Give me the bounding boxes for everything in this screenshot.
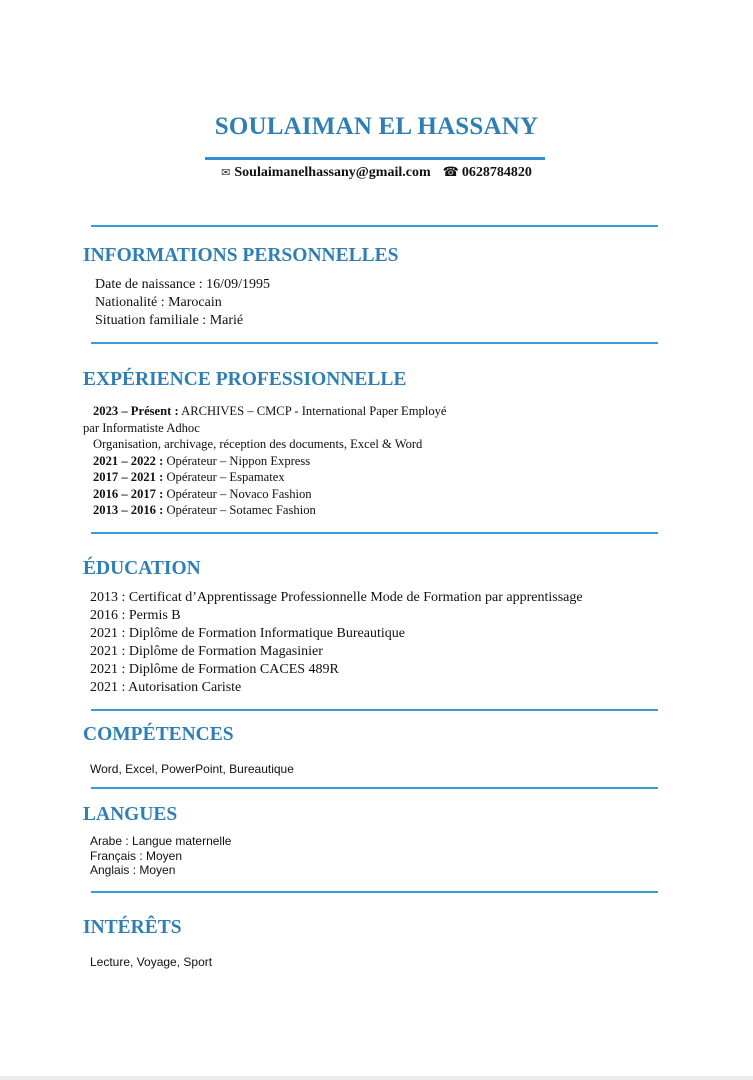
experience-item-wrap: par Informatiste Adhoc xyxy=(83,420,200,435)
section-title-personal: INFORMATIONS PERSONNELLES xyxy=(83,245,399,266)
section-divider xyxy=(91,532,658,534)
education-item: 2013 : Certificat d’Apprentissage Professionnelle Mode de Formation par apprentissage xyxy=(90,590,583,605)
phone-text: 0628784820 xyxy=(461,165,532,180)
experience-item: 2013 – 2016 : Opérateur – Sotamec Fashion xyxy=(93,503,316,517)
candidate-name: SOULAIMAN EL HASSANY xyxy=(214,113,539,140)
experience-list xyxy=(83,403,447,519)
section-title-languages: LANGUES xyxy=(83,804,178,825)
section-divider xyxy=(91,709,658,711)
section-divider xyxy=(91,891,658,893)
language-item: Arabe : Langue maternelle xyxy=(90,834,232,848)
section-title-experience: EXPÉRIENCE PROFESSIONNELLE xyxy=(83,369,407,390)
section-title-interests: INTÉRÊTS xyxy=(83,917,182,938)
name-underline xyxy=(205,157,545,160)
section-title-skills: COMPÉTENCES xyxy=(83,724,234,745)
education-item: 2021 : Autorisation Cariste xyxy=(90,680,242,695)
education-item: 2016 : Permis B xyxy=(90,608,181,623)
interests-text: Lecture, Voyage, Sport xyxy=(90,955,213,969)
birth-date: Date de naissance : 16/09/1995 xyxy=(95,277,270,292)
skills-text: Word, Excel, PowerPoint, Bureautique xyxy=(90,762,294,776)
section-divider xyxy=(91,225,658,227)
contact-line xyxy=(0,164,753,181)
envelope-icon: ✉ xyxy=(221,167,231,179)
language-item: Anglais : Moyen xyxy=(90,863,176,877)
experience-description: Organisation, archivage, réception des documents, Excel & Word xyxy=(93,437,423,451)
experience-item: 2021 – 2022 : Opérateur – Nippon Express xyxy=(93,453,311,468)
education-item: 2021 : Diplôme de Formation Magasinier xyxy=(90,644,323,659)
languages-list xyxy=(90,834,231,878)
section-divider xyxy=(91,342,658,344)
telephone-icon: ☎ xyxy=(442,164,459,179)
personal-info xyxy=(95,276,270,330)
language-item: Français : Moyen xyxy=(90,848,183,863)
page-bottom-edge xyxy=(0,1076,753,1080)
education-item: 2021 : Diplôme de Formation Informatique Bureautique xyxy=(90,626,405,641)
experience-item: 2023 – Présent : ARCHIVES – CMCP - International Paper Employé xyxy=(93,404,447,418)
education-list xyxy=(90,589,583,697)
experience-item: 2016 – 2017 : Opérateur – Novaco Fashion xyxy=(93,486,312,501)
section-title-education: ÉDUCATION xyxy=(83,558,201,579)
education-item: 2021 : Diplôme de Formation CACES 489R xyxy=(90,662,339,677)
email-text: Soulaimanelhassany@gmail.com xyxy=(234,165,431,180)
experience-item: 2017 – 2021 : Opérateur – Espamatex xyxy=(93,470,285,484)
section-divider xyxy=(91,787,658,789)
marital-status: Situation familiale : Marié xyxy=(95,313,244,328)
nationality: Nationalité : Marocain xyxy=(95,295,222,310)
